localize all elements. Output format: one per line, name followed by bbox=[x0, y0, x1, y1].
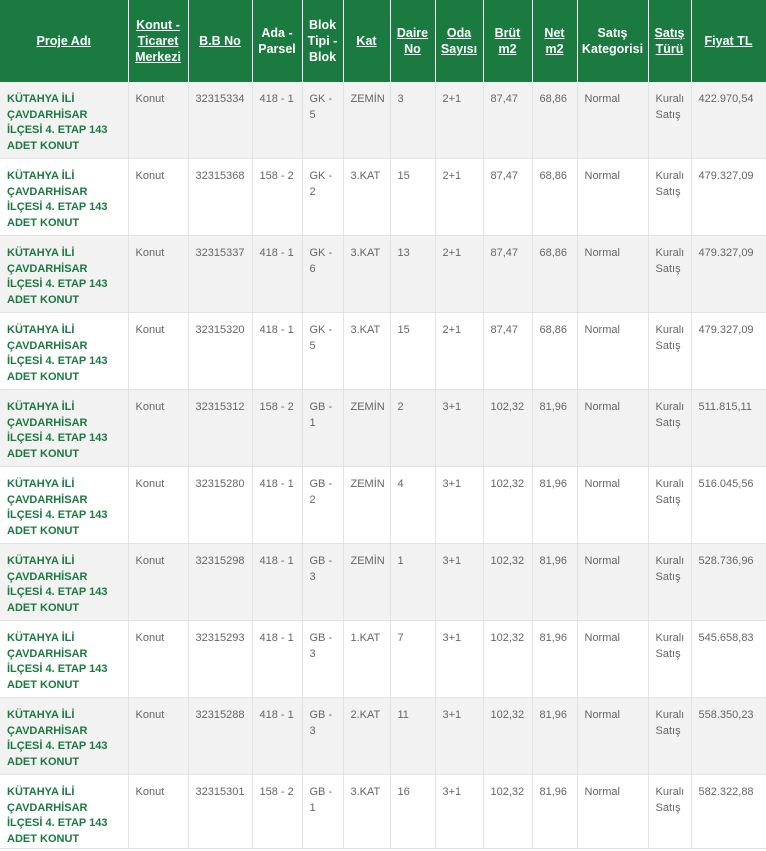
cell-daire-no: 13 bbox=[390, 236, 435, 313]
cell-ada-parsel: 158 - 2 bbox=[252, 390, 302, 467]
cell-satis-kategorisi: Normal bbox=[577, 467, 648, 544]
cell-kat: 3.KAT bbox=[343, 236, 390, 313]
cell-brut: 102,32 bbox=[483, 621, 532, 698]
cell-satis-turu: Kuralı Satış bbox=[648, 621, 691, 698]
table-row bbox=[0, 698, 766, 775]
cell-brut: 102,32 bbox=[483, 698, 532, 775]
col-header-blok-tipi: Blok Tipi - Blok bbox=[302, 0, 343, 82]
cell-type: Konut bbox=[128, 236, 188, 313]
table-row bbox=[0, 544, 766, 621]
cell-blok: GB - 2 bbox=[302, 467, 343, 544]
table-row bbox=[0, 159, 766, 236]
col-header-konut-ticaret[interactable]: Konut - Ticaret Merkezi bbox=[128, 0, 188, 82]
cell-satis-turu: Kuralı Satış bbox=[648, 544, 691, 621]
cell-net: 81,96 bbox=[532, 390, 577, 467]
cell-satis-turu: Kuralı Satış bbox=[648, 698, 691, 775]
cell-blok: GB - 1 bbox=[302, 775, 343, 849]
cell-fiyat: 479.327,09 bbox=[691, 159, 766, 236]
cell-net: 81,96 bbox=[532, 775, 577, 849]
project-name-link[interactable]: KÜTAHYA İLİ ÇAVDARHİSAR İLÇESİ 4. ETAP 143 ADET KONUT bbox=[0, 159, 128, 236]
table-row bbox=[0, 467, 766, 544]
col-header-bb-no[interactable]: B.B No bbox=[188, 0, 252, 82]
cell-satis-turu: Kuralı Satış bbox=[648, 313, 691, 390]
cell-bb-no: 32315368 bbox=[188, 159, 252, 236]
project-name-link[interactable]: KÜTAHYA İLİ ÇAVDARHİSAR İLÇESİ 4. ETAP 143 ADET KONUT bbox=[0, 544, 128, 621]
table-row bbox=[0, 82, 766, 159]
cell-ada-parsel: 158 - 2 bbox=[252, 159, 302, 236]
cell-bb-no: 32315334 bbox=[188, 82, 252, 159]
col-header-proje-adi[interactable]: Proje Adı bbox=[0, 0, 128, 82]
cell-satis-kategorisi: Normal bbox=[577, 775, 648, 849]
cell-ada-parsel: 418 - 1 bbox=[252, 621, 302, 698]
table-row bbox=[0, 313, 766, 390]
cell-type: Konut bbox=[128, 775, 188, 849]
cell-satis-kategorisi: Normal bbox=[577, 236, 648, 313]
cell-brut: 87,47 bbox=[483, 236, 532, 313]
cell-bb-no: 32315312 bbox=[188, 390, 252, 467]
cell-daire-no: 11 bbox=[390, 698, 435, 775]
project-name-link[interactable]: KÜTAHYA İLİ ÇAVDARHİSAR İLÇESİ 4. ETAP 143 ADET KONUT bbox=[0, 313, 128, 390]
cell-daire-no: 4 bbox=[390, 467, 435, 544]
project-name-link[interactable]: KÜTAHYA İLİ ÇAVDARHİSAR İLÇESİ 4. ETAP 143 ADET KONUT bbox=[0, 467, 128, 544]
cell-brut: 102,32 bbox=[483, 467, 532, 544]
cell-satis-turu: Kuralı Satış bbox=[648, 159, 691, 236]
cell-kat: 3.KAT bbox=[343, 775, 390, 849]
cell-daire-no: 16 bbox=[390, 775, 435, 849]
cell-blok: GB - 3 bbox=[302, 544, 343, 621]
cell-satis-turu: Kuralı Satış bbox=[648, 467, 691, 544]
cell-net: 68,86 bbox=[532, 236, 577, 313]
cell-fiyat: 479.327,09 bbox=[691, 236, 766, 313]
cell-satis-turu: Kuralı Satış bbox=[648, 236, 691, 313]
project-name-link[interactable]: KÜTAHYA İLİ ÇAVDARHİSAR İLÇESİ 4. ETAP 143 ADET KONUT bbox=[0, 698, 128, 775]
cell-ada-parsel: 418 - 1 bbox=[252, 467, 302, 544]
cell-fiyat: 545.658,83 bbox=[691, 621, 766, 698]
cell-net: 81,96 bbox=[532, 544, 577, 621]
col-header-ada-parsel: Ada - Parsel bbox=[252, 0, 302, 82]
cell-bb-no: 32315298 bbox=[188, 544, 252, 621]
cell-kat: ZEMİN bbox=[343, 467, 390, 544]
cell-satis-kategorisi: Normal bbox=[577, 313, 648, 390]
cell-fiyat: 516.045,56 bbox=[691, 467, 766, 544]
cell-fiyat: 582.322,88 bbox=[691, 775, 766, 849]
cell-type: Konut bbox=[128, 313, 188, 390]
col-header-kat[interactable]: Kat bbox=[343, 0, 390, 82]
cell-brut: 87,47 bbox=[483, 82, 532, 159]
project-name-link[interactable]: KÜTAHYA İLİ ÇAVDARHİSAR İLÇESİ 4. ETAP 143 ADET KONUT bbox=[0, 390, 128, 467]
col-header-daire-no[interactable]: Daire No bbox=[390, 0, 435, 82]
cell-satis-kategorisi: Normal bbox=[577, 544, 648, 621]
col-header-satis-kategorisi: Satış Kategorisi bbox=[577, 0, 648, 82]
cell-ada-parsel: 418 - 1 bbox=[252, 313, 302, 390]
cell-brut: 87,47 bbox=[483, 159, 532, 236]
cell-bb-no: 32315301 bbox=[188, 775, 252, 849]
cell-fiyat: 422.970,54 bbox=[691, 82, 766, 159]
cell-kat: ZEMİN bbox=[343, 390, 390, 467]
col-header-satis-turu[interactable]: Satış Türü bbox=[648, 0, 691, 82]
project-name-link[interactable]: KÜTAHYA İLİ ÇAVDARHİSAR İLÇESİ 4. ETAP 143 ADET KONUT bbox=[0, 82, 128, 159]
cell-oda-sayisi: 3+1 bbox=[435, 467, 483, 544]
cell-net: 81,96 bbox=[532, 621, 577, 698]
cell-type: Konut bbox=[128, 390, 188, 467]
cell-type: Konut bbox=[128, 621, 188, 698]
cell-blok: GB - 3 bbox=[302, 698, 343, 775]
cell-fiyat: 511.815,11 bbox=[691, 390, 766, 467]
cell-bb-no: 32315337 bbox=[188, 236, 252, 313]
table-row bbox=[0, 236, 766, 313]
col-header-fiyat[interactable]: Fiyat TL bbox=[691, 0, 766, 82]
cell-oda-sayisi: 2+1 bbox=[435, 236, 483, 313]
col-header-oda-sayisi[interactable]: Oda Sayısı bbox=[435, 0, 483, 82]
cell-ada-parsel: 418 - 1 bbox=[252, 698, 302, 775]
project-name-link[interactable]: KÜTAHYA İLİ ÇAVDARHİSAR İLÇESİ 4. ETAP 143 ADET KONUT bbox=[0, 236, 128, 313]
cell-daire-no: 7 bbox=[390, 621, 435, 698]
cell-blok: GK - 2 bbox=[302, 159, 343, 236]
cell-bb-no: 32315280 bbox=[188, 467, 252, 544]
cell-satis-turu: Kuralı Satış bbox=[648, 775, 691, 849]
cell-oda-sayisi: 3+1 bbox=[435, 698, 483, 775]
cell-type: Konut bbox=[128, 698, 188, 775]
cell-daire-no: 3 bbox=[390, 82, 435, 159]
cell-ada-parsel: 158 - 2 bbox=[252, 775, 302, 849]
cell-ada-parsel: 418 - 1 bbox=[252, 82, 302, 159]
cell-type: Konut bbox=[128, 159, 188, 236]
table-row bbox=[0, 390, 766, 467]
cell-oda-sayisi: 2+1 bbox=[435, 159, 483, 236]
cell-daire-no: 1 bbox=[390, 544, 435, 621]
cell-kat: 3.KAT bbox=[343, 313, 390, 390]
cell-type: Konut bbox=[128, 82, 188, 159]
cell-type: Konut bbox=[128, 467, 188, 544]
project-name-link[interactable]: KÜTAHYA İLİ ÇAVDARHİSAR İLÇESİ 4. ETAP 143 ADET KONUT bbox=[0, 621, 128, 698]
cell-net: 68,86 bbox=[532, 313, 577, 390]
cell-satis-turu: Kuralı Satış bbox=[648, 82, 691, 159]
cell-net: 81,96 bbox=[532, 467, 577, 544]
cell-oda-sayisi: 2+1 bbox=[435, 313, 483, 390]
cell-brut: 102,32 bbox=[483, 544, 532, 621]
cell-kat: 1.KAT bbox=[343, 621, 390, 698]
cell-kat: 3.KAT bbox=[343, 159, 390, 236]
col-header-net[interactable]: Net m2 bbox=[532, 0, 577, 82]
cell-blok: GK - 5 bbox=[302, 82, 343, 159]
cell-oda-sayisi: 3+1 bbox=[435, 775, 483, 849]
table-row bbox=[0, 621, 766, 698]
cell-kat: ZEMİN bbox=[343, 544, 390, 621]
cell-satis-kategorisi: Normal bbox=[577, 621, 648, 698]
cell-brut: 87,47 bbox=[483, 313, 532, 390]
table-row bbox=[0, 775, 766, 849]
cell-bb-no: 32315293 bbox=[188, 621, 252, 698]
cell-fiyat: 558.350,23 bbox=[691, 698, 766, 775]
cell-oda-sayisi: 3+1 bbox=[435, 390, 483, 467]
cell-net: 81,96 bbox=[532, 698, 577, 775]
cell-bb-no: 32315288 bbox=[188, 698, 252, 775]
header-row bbox=[0, 0, 766, 82]
cell-ada-parsel: 418 - 1 bbox=[252, 544, 302, 621]
cell-daire-no: 2 bbox=[390, 390, 435, 467]
cell-blok: GB - 3 bbox=[302, 621, 343, 698]
cell-fiyat: 479.327,09 bbox=[691, 313, 766, 390]
cell-net: 68,86 bbox=[532, 159, 577, 236]
cell-oda-sayisi: 3+1 bbox=[435, 544, 483, 621]
col-header-brut[interactable]: Brüt m2 bbox=[483, 0, 532, 82]
cell-fiyat: 528.736,96 bbox=[691, 544, 766, 621]
cell-oda-sayisi: 2+1 bbox=[435, 82, 483, 159]
cell-satis-kategorisi: Normal bbox=[577, 82, 648, 159]
cell-ada-parsel: 418 - 1 bbox=[252, 236, 302, 313]
cell-kat: ZEMİN bbox=[343, 82, 390, 159]
project-name-link[interactable]: KÜTAHYA İLİ ÇAVDARHİSAR İLÇESİ 4. ETAP 143 ADET KONUT bbox=[0, 775, 128, 849]
cell-blok: GK - 6 bbox=[302, 236, 343, 313]
cell-blok: GK - 5 bbox=[302, 313, 343, 390]
cell-kat: 2.KAT bbox=[343, 698, 390, 775]
cell-satis-turu: Kuralı Satış bbox=[648, 390, 691, 467]
cell-satis-kategorisi: Normal bbox=[577, 159, 648, 236]
cell-satis-kategorisi: Normal bbox=[577, 390, 648, 467]
cell-net: 68,86 bbox=[532, 82, 577, 159]
cell-brut: 102,32 bbox=[483, 775, 532, 849]
cell-brut: 102,32 bbox=[483, 390, 532, 467]
cell-daire-no: 15 bbox=[390, 159, 435, 236]
cell-satis-kategorisi: Normal bbox=[577, 698, 648, 775]
cell-blok: GB - 1 bbox=[302, 390, 343, 467]
cell-bb-no: 32315320 bbox=[188, 313, 252, 390]
cell-oda-sayisi: 3+1 bbox=[435, 621, 483, 698]
cell-type: Konut bbox=[128, 544, 188, 621]
cell-daire-no: 15 bbox=[390, 313, 435, 390]
